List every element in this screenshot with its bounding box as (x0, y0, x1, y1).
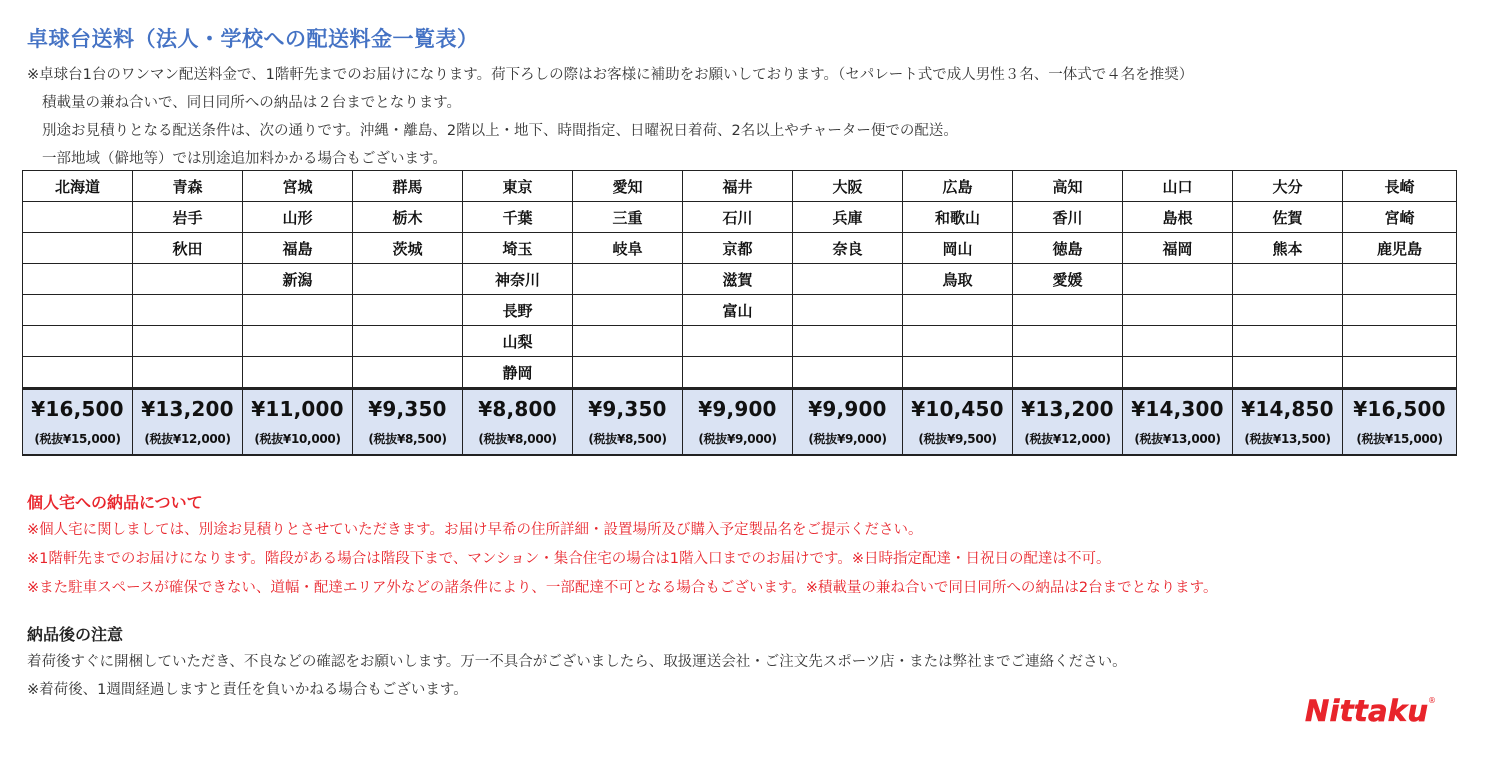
after-delivery-section (27, 622, 1127, 704)
region-cell (243, 326, 353, 357)
price-cell (683, 389, 793, 456)
price-with-tax: ¥13,200 (141, 397, 234, 421)
region-cell (1343, 326, 1457, 357)
price-excluding-tax: (税抜¥15,000) (1356, 432, 1443, 446)
region-cell (133, 295, 243, 326)
region-cell: 石川 (683, 202, 793, 233)
region-cell: 滋賀 (683, 264, 793, 295)
region-cell (23, 233, 133, 264)
price-cell (1343, 389, 1457, 456)
region-cell: 福井 (683, 171, 793, 202)
region-cell (573, 326, 683, 357)
region-cell (23, 202, 133, 233)
region-cell: 京都 (683, 233, 793, 264)
region-cell (1233, 357, 1343, 389)
private-delivery-line: ※1階軒先までのお届けになります。階段がある場合は階段下まで、マンション・集合住宅の場合は1階入口までのお届けです。※日時指定配達・日祝日の配達は不可。 (27, 551, 1111, 567)
private-delivery-section (27, 490, 1217, 603)
region-cell (23, 295, 133, 326)
region-cell: 大分 (1233, 171, 1343, 202)
region-cell (1343, 295, 1457, 326)
price-excluding-tax: (税抜¥9,000) (698, 432, 777, 446)
region-cell (353, 295, 463, 326)
region-cell (903, 326, 1013, 357)
region-cell: 岡山 (903, 233, 1013, 264)
region-cell: 群馬 (353, 171, 463, 202)
price-cell (1233, 389, 1343, 456)
region-cell: 愛知 (573, 171, 683, 202)
page-title: 卓球台送料（法人・学校への配送料金一覧表） (27, 27, 479, 51)
region-cell (1233, 326, 1343, 357)
after-delivery-heading: 納品後の注意 (27, 625, 124, 644)
price-excluding-tax: (税抜¥8,000) (478, 432, 557, 446)
region-cell: 山形 (243, 202, 353, 233)
region-cell: 鳥取 (903, 264, 1013, 295)
region-cell: 宮城 (243, 171, 353, 202)
price-with-tax: ¥11,000 (251, 397, 344, 421)
region-cell (1013, 295, 1123, 326)
region-row (23, 295, 1457, 326)
price-with-tax: ¥8,800 (478, 397, 557, 421)
price-with-tax: ¥14,300 (1131, 397, 1224, 421)
price-excluding-tax: (税抜¥12,000) (1024, 432, 1111, 446)
region-cell (23, 326, 133, 357)
region-cell (1123, 326, 1233, 357)
region-row (23, 233, 1457, 264)
region-cell: 栃木 (353, 202, 463, 233)
region-cell: 佐賀 (1233, 202, 1343, 233)
region-row (23, 326, 1457, 357)
region-cell: 三重 (573, 202, 683, 233)
price-with-tax: ¥14,850 (1241, 397, 1334, 421)
private-delivery-line: ※個人宅に関しましては、別途お見積りとさせていただきます。お届け早希の住所詳細・設置場所及び購入予定製品名をご提示ください。 (27, 522, 923, 538)
price-excluding-tax: (税抜¥13,000) (1134, 432, 1221, 446)
region-row (23, 264, 1457, 295)
price-row (23, 389, 1457, 456)
region-cell (903, 295, 1013, 326)
price-excluding-tax: (税抜¥8,500) (588, 432, 667, 446)
price-cell (23, 389, 133, 456)
price-with-tax: ¥16,500 (1353, 397, 1446, 421)
region-row (23, 171, 1457, 202)
price-cell (243, 389, 353, 456)
note-line-2: 積載量の兼ね合いで、同日同所への納品は２台までとなります。 (42, 95, 462, 111)
region-cell (1343, 357, 1457, 389)
region-cell (353, 357, 463, 389)
shipping-notes (27, 61, 1193, 173)
region-cell (793, 295, 903, 326)
region-cell: 北海道 (23, 171, 133, 202)
after-delivery-line: 着荷後すぐに開梱していただき、不良などの確認をお願いします。万一不具合がございましたら、取扱運送会社・ご注文先スポーツ店・または弊社までご連絡ください。 (27, 654, 1127, 670)
region-cell: 島根 (1123, 202, 1233, 233)
shipping-rate-table (22, 170, 1457, 456)
region-cell: 新潟 (243, 264, 353, 295)
region-cell: 福岡 (1123, 233, 1233, 264)
region-cell: 山梨 (463, 326, 573, 357)
region-cell (133, 326, 243, 357)
price-with-tax: ¥9,900 (698, 397, 777, 421)
region-cell: 茨城 (353, 233, 463, 264)
region-cell: 熊本 (1233, 233, 1343, 264)
note-line-3: 別途お見積りとなる配送条件は、次の通りです。沖縄・離島、2階以上・地下、時間指定、日曜祝日着荷、2名以上やチャーター便での配送。 (42, 123, 958, 139)
region-cell: 青森 (133, 171, 243, 202)
region-cell (1233, 264, 1343, 295)
nittaku-logo (1303, 692, 1439, 728)
price-cell (463, 389, 573, 456)
price-cell (1123, 389, 1233, 456)
region-cell: 秋田 (133, 233, 243, 264)
price-excluding-tax: (税抜¥9,500) (918, 432, 997, 446)
region-cell (1123, 357, 1233, 389)
region-cell (133, 357, 243, 389)
region-cell (683, 357, 793, 389)
price-with-tax: ¥9,350 (588, 397, 667, 421)
price-cell (903, 389, 1013, 456)
region-cell: 長崎 (1343, 171, 1457, 202)
price-cell (573, 389, 683, 456)
region-cell (573, 357, 683, 389)
region-row (23, 357, 1457, 389)
region-cell (1123, 264, 1233, 295)
region-cell (243, 357, 353, 389)
region-cell: 山口 (1123, 171, 1233, 202)
region-cell (573, 264, 683, 295)
price-with-tax: ¥10,450 (911, 397, 1004, 421)
price-with-tax: ¥9,900 (808, 397, 887, 421)
price-with-tax: ¥16,500 (31, 397, 124, 421)
region-cell: 福島 (243, 233, 353, 264)
region-cell (23, 264, 133, 295)
region-cell (133, 264, 243, 295)
price-cell (793, 389, 903, 456)
region-cell (353, 326, 463, 357)
region-cell (793, 357, 903, 389)
region-cell: 埼玉 (463, 233, 573, 264)
region-cell: 愛媛 (1013, 264, 1123, 295)
region-cell: 高知 (1013, 171, 1123, 202)
price-excluding-tax: (税抜¥12,000) (144, 432, 231, 446)
price-with-tax: ¥13,200 (1021, 397, 1114, 421)
private-delivery-heading: 個人宅への納品について (27, 493, 203, 512)
private-delivery-line: ※また駐車スペースが確保できない、道幅・配達エリア外などの諸条件により、一部配達不可となる場合もございます。※積載量の兼ね合いで同日同所への納品は2台までとなります。 (27, 580, 1218, 596)
region-cell: 千葉 (463, 202, 573, 233)
region-cell: 神奈川 (463, 264, 573, 295)
logo-registered-mark: ® (1428, 696, 1436, 705)
region-cell (683, 326, 793, 357)
region-cell (243, 295, 353, 326)
region-cell (353, 264, 463, 295)
region-cell: 長野 (463, 295, 573, 326)
logo-wordmark: Nittaku (1305, 694, 1427, 728)
region-cell (793, 326, 903, 357)
region-cell (573, 295, 683, 326)
after-delivery-line: ※着荷後、1週間経過しますと責任を負いかねる場合もございます。 (27, 682, 468, 698)
region-cell: 宮崎 (1343, 202, 1457, 233)
region-row (23, 202, 1457, 233)
note-line-1: ※卓球台1台のワンマン配送料金で、1階軒先までのお届けになります。荷下ろしの際はお客様に補助をお願いしております。（セパレート式で成人男性３名、一体式で４名を推奨） (27, 67, 1194, 83)
region-cell (1013, 357, 1123, 389)
region-cell (1123, 295, 1233, 326)
region-cell: 香川 (1013, 202, 1123, 233)
region-cell: 徳島 (1013, 233, 1123, 264)
note-line-4: 一部地域（僻地等）では別途追加料かかる場合もございます。 (42, 151, 447, 167)
region-cell: 岩手 (133, 202, 243, 233)
price-with-tax: ¥9,350 (368, 397, 447, 421)
region-cell: 大阪 (793, 171, 903, 202)
region-cell: 広島 (903, 171, 1013, 202)
region-cell (903, 357, 1013, 389)
price-excluding-tax: (税抜¥9,000) (808, 432, 887, 446)
region-cell (1233, 295, 1343, 326)
region-cell: 和歌山 (903, 202, 1013, 233)
region-cell: 奈良 (793, 233, 903, 264)
price-excluding-tax: (税抜¥8,500) (368, 432, 447, 446)
price-excluding-tax: (税抜¥15,000) (34, 432, 121, 446)
price-excluding-tax: (税抜¥13,500) (1244, 432, 1331, 446)
region-cell: 東京 (463, 171, 573, 202)
region-cell (793, 264, 903, 295)
region-cell: 静岡 (463, 357, 573, 389)
price-cell (133, 389, 243, 456)
region-cell: 兵庫 (793, 202, 903, 233)
price-cell (1013, 389, 1123, 456)
region-cell (23, 357, 133, 389)
region-cell: 富山 (683, 295, 793, 326)
price-excluding-tax: (税抜¥10,000) (254, 432, 341, 446)
price-cell (353, 389, 463, 456)
region-cell (1013, 326, 1123, 357)
region-cell (1343, 264, 1457, 295)
region-cell: 岐阜 (573, 233, 683, 264)
region-cell: 鹿児島 (1343, 233, 1457, 264)
